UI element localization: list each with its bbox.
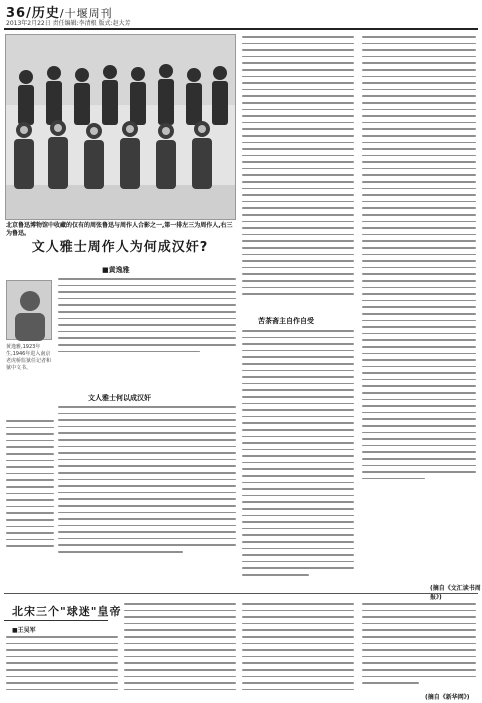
article-body-column (362, 36, 476, 484)
article-body-column (124, 603, 236, 695)
article-headline: 文人雅士周作人为何成汉奸? (31, 240, 209, 255)
article-body-column (6, 420, 54, 552)
photo-caption: 北京鲁迅博物馆中收藏的仅有的周张鲁迅与周作人合影之一,第一排左三为周作人,右三为鲁迅。 (6, 222, 233, 237)
article-body-column (242, 330, 354, 581)
author-bio: 黄逸雅,1923年生,1946年进入南京老虎桥监狱任记者和狱中文书。 (6, 344, 52, 371)
section-subhead: 文人雅士何以成汉奸 (88, 394, 151, 402)
article-divider (4, 593, 478, 594)
article-body-column (58, 406, 236, 558)
article-body-column (242, 36, 354, 300)
section-name: 历史 (31, 6, 60, 21)
header-divider (4, 28, 478, 30)
article-body-column (242, 603, 354, 695)
source-note: (摘自《文汇读书周报》) (430, 585, 481, 601)
article-byline: ■王吴军 (12, 627, 36, 634)
group-photo (5, 34, 236, 220)
article-headline: 北宋三个"球迷"皇帝 (12, 605, 122, 618)
issue-meta: 2013年2月22日 责任编辑:李清根 版式:赵大芳 (6, 20, 131, 27)
article-body-column (58, 278, 236, 357)
section-subtitle: /十堰周刊 (59, 7, 113, 20)
section-subhead: 苦茶斋主自作自受 (258, 317, 314, 325)
author-portrait (6, 280, 52, 340)
source-note: (摘自《新华网》) (425, 694, 470, 701)
article-byline: ■黄逸雅 (102, 266, 130, 274)
article-body-column (362, 603, 476, 689)
article-body-column (6, 636, 118, 695)
headline-underline (4, 620, 108, 621)
page-number: 36/ (6, 6, 32, 21)
